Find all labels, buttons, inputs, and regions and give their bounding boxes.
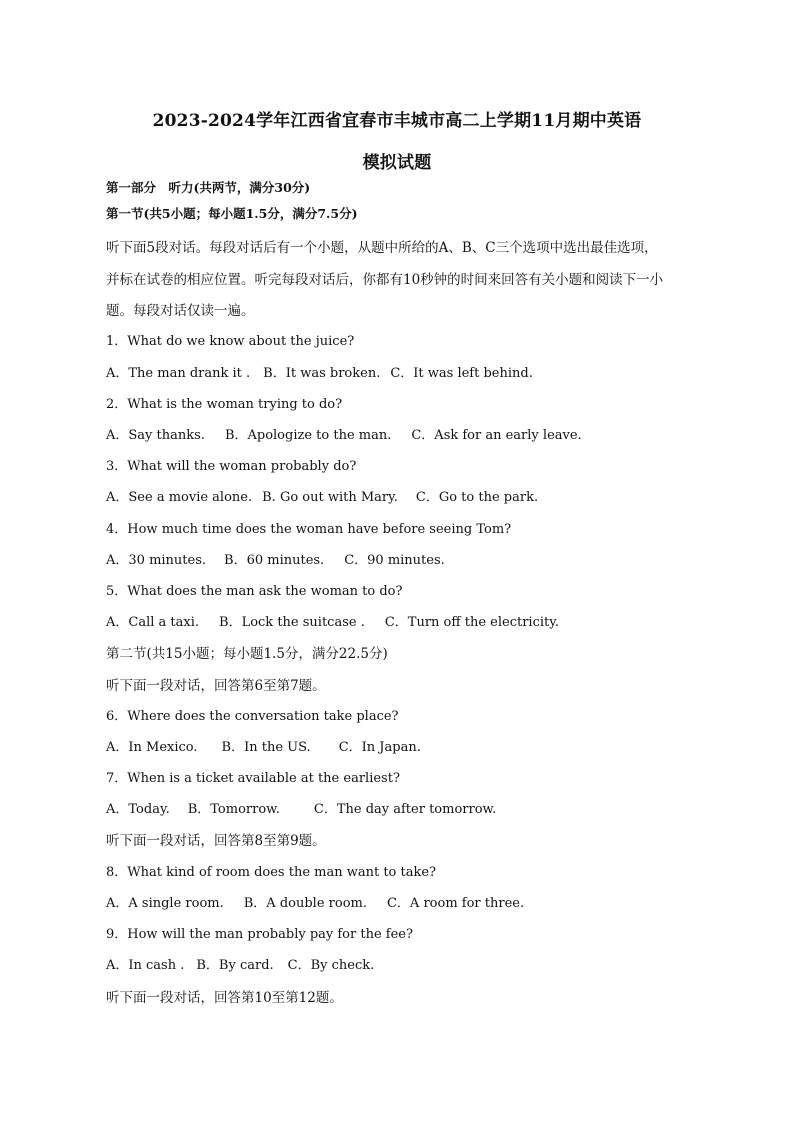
q4-option-b: B．60 minutes. xyxy=(224,553,325,568)
q1-option-b: B．It was broken. xyxy=(263,366,381,381)
instructions-line-1: 听下面5段对话。每段对话后有一个小题，从题中所给的A、B、C三个选项中选出最佳选项， xyxy=(106,240,658,256)
q3-option-a: A．See a movie alone. xyxy=(106,490,253,505)
question-4-options xyxy=(106,553,445,569)
q8-option-b: B．A double room. xyxy=(243,896,367,911)
q7-option-c: C．The day after tomorrow. xyxy=(313,802,497,817)
question-3-options xyxy=(106,490,538,506)
q7-option-a: A．Today. xyxy=(106,802,170,817)
q3-option-b: B. Go out with Mary. xyxy=(262,490,398,505)
question-7: 7．When is a ticket available at the earliest? xyxy=(106,771,400,786)
question-2: 2．What is the woman trying to do? xyxy=(106,397,343,412)
question-3: 3．What will the woman probably do? xyxy=(106,459,357,474)
part1-heading: 第一部分 听力(共两节，满分30分) xyxy=(106,180,311,195)
q8-option-c: C．A room for three. xyxy=(386,896,525,911)
question-8: 8．What kind of room does the man want to take? xyxy=(106,865,437,880)
q2-option-c: C．Ask for an early leave. xyxy=(411,428,582,443)
question-1: 1．What do we know about the juice? xyxy=(106,334,355,349)
question-2-options xyxy=(106,428,582,444)
question-5: 5．What does the man ask the woman to do? xyxy=(106,584,403,599)
q4-option-a: A．30 minutes. xyxy=(106,553,207,568)
exam-title-line2: 模拟试题 xyxy=(362,153,432,173)
question-6-options xyxy=(106,740,421,756)
q9-option-b: B．By card. xyxy=(196,958,274,973)
q4-option-c: C．90 minutes. xyxy=(344,553,445,568)
question-8-options xyxy=(106,896,524,912)
q1-option-a: A．The man drank it . xyxy=(106,366,251,381)
q6-option-a: A．In Mexico. xyxy=(106,740,198,755)
q6-option-c: C．In Japan. xyxy=(338,740,421,755)
question-1-options xyxy=(106,366,533,382)
q2-option-a: A．Say thanks. xyxy=(106,428,205,443)
q2-option-b: B．Apologize to the man. xyxy=(224,428,392,443)
listen-10-12: 听下面一段对话，回答第10至第12题。 xyxy=(106,990,343,1006)
section1-heading: 第一节(共5小题；每小题1.5分，满分7.5分) xyxy=(106,206,358,221)
section2-heading: 第二节(共15小题；每小题1.5分，满分22.5分) xyxy=(106,646,388,662)
q7-option-b: B．Tomorrow. xyxy=(187,802,280,817)
question-9-options xyxy=(106,958,374,974)
instructions-line-2: 并标在试卷的相应位置。听完每段对话后，你都有10秒钟的时间来回答有关小题和阅读下一小 xyxy=(106,272,664,288)
question-9: 9．How will the man probably pay for the fee? xyxy=(106,927,413,942)
listen-6-7: 听下面一段对话，回答第6至第7题。 xyxy=(106,678,326,694)
q3-option-c: C．Go to the park. xyxy=(415,490,539,505)
q5-option-a: A．Call a taxi. xyxy=(106,615,200,630)
q5-option-c: C．Turn off the electricity. xyxy=(384,615,559,630)
q1-option-c: C．It was left behind. xyxy=(390,366,533,381)
listen-8-9: 听下面一段对话，回答第8至第9题。 xyxy=(106,833,326,849)
q6-option-b: B．In the US. xyxy=(221,740,311,755)
q5-option-b: B．Lock the suitcase . xyxy=(219,615,365,630)
q9-option-a: A．In cash . xyxy=(106,958,185,973)
q9-option-c: C．By check. xyxy=(287,958,375,973)
question-5-options xyxy=(106,615,559,631)
question-6: 6．Where does the conversation take place? xyxy=(106,709,399,724)
q8-option-a: A．A single room. xyxy=(106,896,224,911)
question-4: 4．How much time does the woman have before seeing Tom? xyxy=(106,522,512,537)
instructions-line-3: 题。每段对话仅读一遍。 xyxy=(106,303,255,319)
exam-title-line1: 2023-2024学年江西省宜春市丰城市高二上学期11月期中英语 xyxy=(152,111,642,131)
question-7-options xyxy=(106,802,496,818)
